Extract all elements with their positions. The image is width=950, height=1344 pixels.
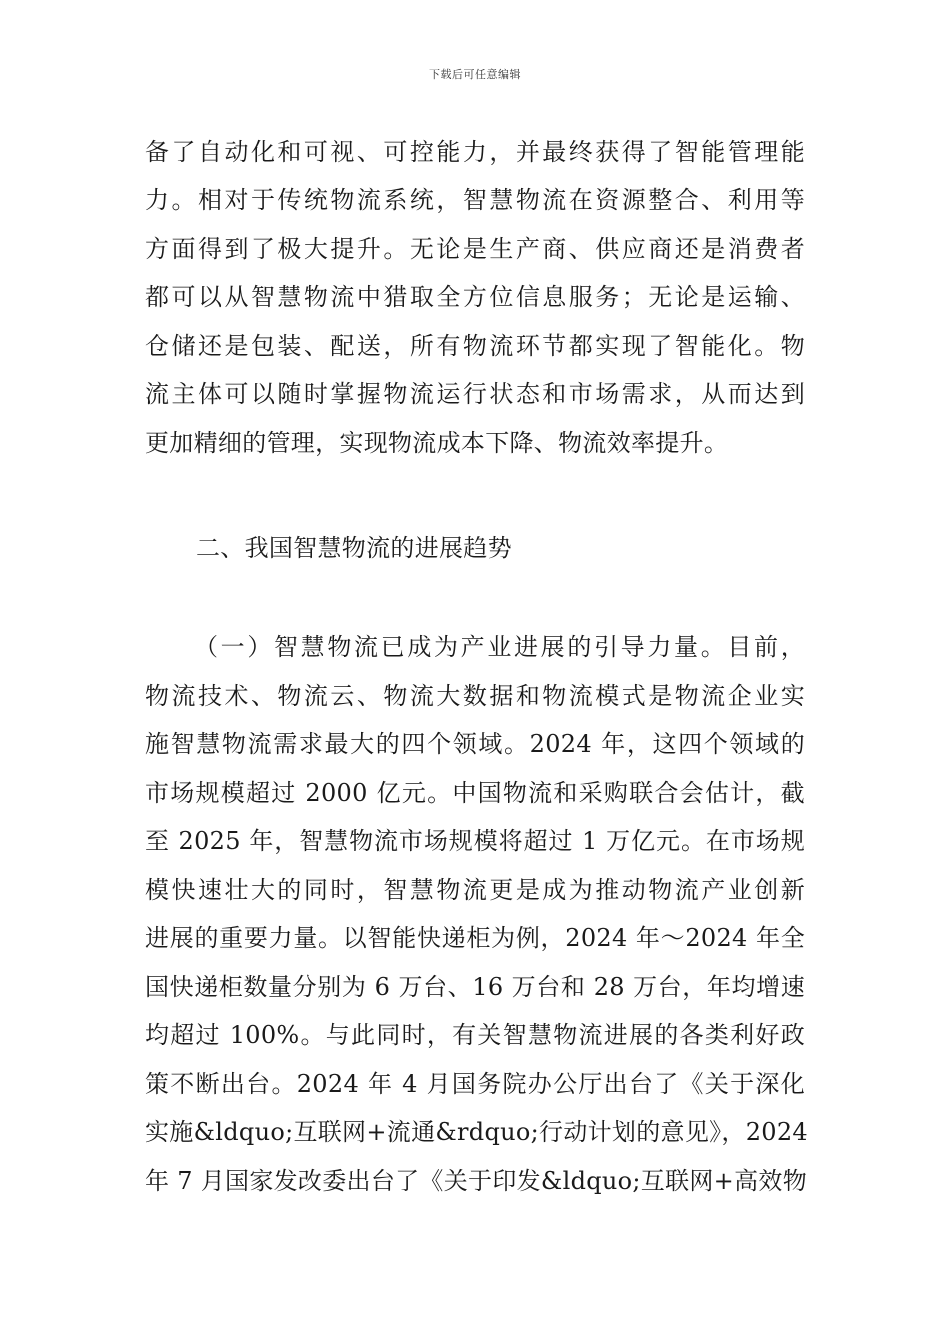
paragraph-line: 施智慧物流需求最大的四个领域。2024 年，这四个领域的 <box>145 730 805 758</box>
paragraph-line: 国快递柜数量分别为 6 万台、16 万台和 28 万台，年均增速 <box>145 973 805 1001</box>
paragraph-line: 市场规模超过 2000 亿元。中国物流和采购联合会估计，截 <box>145 779 805 807</box>
paragraph-line: 策不断出台。2024 年 4 月国务院办公厅出台了《关于深化 <box>145 1070 805 1098</box>
paragraph-line: 至 2025 年，智慧物流市场规模将超过 1 万亿元。在市场规 <box>145 827 805 855</box>
paragraph-line: 方面得到了极大提升。无论是生产商、供应商还是消费者 <box>145 235 805 263</box>
paragraph-line: 力。相对于传统物流系统，智慧物流在资源整合、利用等 <box>145 186 805 214</box>
page-header: 下载后可任意编辑 <box>429 68 521 81</box>
paragraph-line: 仓储还是包装、配送，所有物流环节都实现了智能化。物 <box>145 332 805 360</box>
paragraph-line: 都可以从智慧物流中猎取全方位信息服务；无论是运输、 <box>145 283 805 311</box>
paragraph-line: 年 7 月国家发改委出台了《关于印发&ldquo;互联网+高效物 <box>145 1167 807 1195</box>
paragraph-line: （一）智慧物流已成为产业进展的引导力量。目前， <box>194 633 805 661</box>
section-heading: 二、我国智慧物流的进展趋势 <box>196 534 512 562</box>
paragraph-line: 均超过 100%。与此同时，有关智慧物流进展的各类利好政 <box>145 1021 805 1049</box>
paragraph-line: 实施&ldquo;互联网+流通&rdquo;行动计划的意见》，2024 <box>145 1118 808 1146</box>
paragraph-line: 物流技术、物流云、物流大数据和物流模式是物流企业实 <box>145 682 805 710</box>
paragraph-line: 模快速壮大的同时，智慧物流更是成为推动物流产业创新 <box>145 876 805 904</box>
paragraph-line: 备了自动化和可视、可控能力，并最终获得了智能管理能 <box>145 138 805 166</box>
paragraph-line: 流主体可以随时掌握物流运行状态和市场需求，从而达到 <box>145 380 805 408</box>
paragraph-line: 进展的重要力量。以智能快递柜为例，2024 年～2024 年全 <box>145 924 805 952</box>
paragraph-line: 更加精细的管理，实现物流成本下降、物流效率提升。 <box>145 429 729 457</box>
